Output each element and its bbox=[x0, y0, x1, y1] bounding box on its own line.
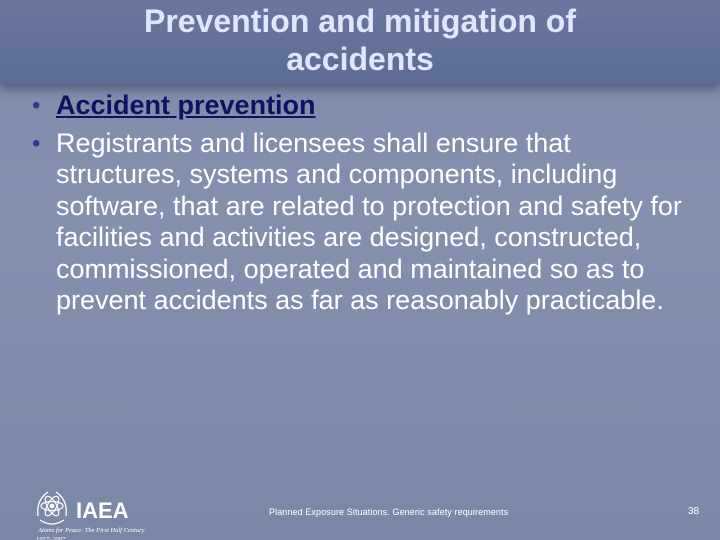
bullet-item-requirement bbox=[30, 128, 700, 317]
slide-footer bbox=[0, 478, 720, 540]
bullet-dot-icon: • bbox=[32, 92, 41, 119]
logo-motto-text: Atoms for Peace: The First Half Century bbox=[38, 527, 145, 534]
footer-caption: Planned Exposure Situations. Generic safety requirements bbox=[269, 507, 509, 517]
slide-title bbox=[0, 0, 720, 78]
page-number: 38 bbox=[688, 506, 700, 517]
bullet-text-requirement: Registrants and licensees shall ensure that structures, systems and components, including software, that are related to protection and safety for facilities and activities are designed, constructed, commissioned, operated and maintained so as to prevent accidents as far as reasonably practicable. bbox=[56, 127, 682, 315]
bullet-text-accident-prevention: Accident prevention bbox=[56, 90, 316, 120]
slide-content bbox=[30, 90, 700, 317]
logo-iaea-text: IAEA bbox=[76, 498, 129, 523]
atom-icon bbox=[41, 494, 63, 518]
bullet-item-accident-prevention bbox=[30, 90, 700, 122]
iaea-logo bbox=[30, 486, 220, 538]
logo-years-text: 1957–2007 bbox=[36, 536, 66, 540]
slide-title-line-2: accidents bbox=[286, 41, 434, 77]
bullet-dot-icon: • bbox=[32, 129, 41, 157]
slide-title-line-1: Prevention and mitigation of bbox=[143, 3, 576, 39]
